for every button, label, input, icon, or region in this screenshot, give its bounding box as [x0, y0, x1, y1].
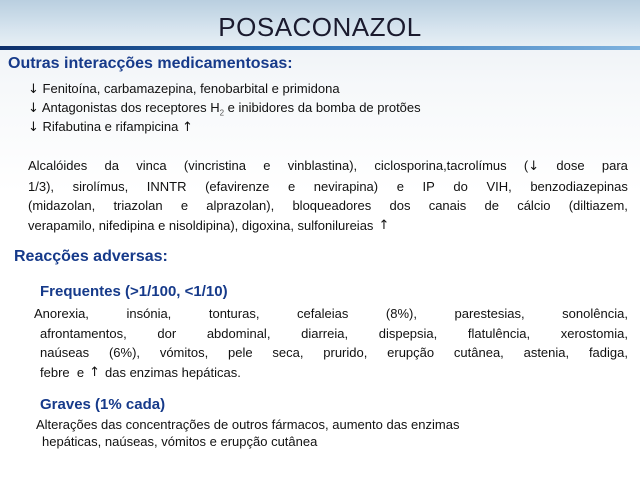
arrow-down-icon: ↓ — [28, 120, 39, 135]
frequent-line-2: afrontamentos, dor abdominal, diarreia, dispepsia, flatulência, xerostomia, — [40, 325, 628, 341]
section-interactions-heading: Outras interacções medicamentosas: — [8, 55, 293, 72]
frequent-line-4: febre e ↑ das enzimas hepáticas. — [34, 363, 628, 383]
serious-line-1: Alterações das concentrações de outros fármacos, aumento das enzimas — [36, 417, 460, 432]
increase-line-2: 1/3), sirolímus, INNTR (efavirenze e nevirapina) e IP do VIH, benzodiazepinas — [28, 178, 628, 194]
interaction-item-3: ↓ Rifabutina e rifampicina ↑ — [28, 119, 193, 135]
serious-heading: Graves (1% cada) — [40, 396, 166, 413]
title-underline — [0, 46, 640, 50]
arrow-up-icon: ↑ — [378, 217, 390, 233]
arrow-down-icon: ↓ — [528, 159, 540, 174]
arrow-up-icon: ↑ — [89, 364, 100, 380]
frequent-heading: Frequentes (>1/100, <1/10) — [40, 283, 228, 300]
increase-line-3: (midazolan, triazolan e alprazolan), bloqueadores dos canais de cálcio (diltiazem, — [28, 198, 628, 213]
interaction-item-2: ↓ Antagonistas dos receptores $H_2$ e inibidores da bomba de protões — [28, 100, 421, 118]
arrow-up-icon: ↑ — [182, 120, 193, 135]
arrow-down-icon: ↓ — [28, 101, 39, 116]
increase-line-1: Alcalóides da vinca (vincristina e vinblastina), ciclosporina,tacrolímus (↓ dose para — [28, 158, 628, 174]
slide-title: POSACONAZOL — [218, 12, 422, 42]
increase-line-4: verapamilo, nifedipina e nisoldipina), digoxina, sulfonilureias ↑ — [28, 216, 628, 236]
serious-line-2: hepáticas, naúseas, vómitos e erupção cutânea — [42, 434, 318, 449]
frequent-line-3: naúseas (6%), vómitos, pele seca, prurido, erupção cutânea, astenia, fadiga, — [40, 345, 628, 360]
frequent-line-1: Anorexia, insónia, tonturas, cefaleias (8%), parestesias, sonolência, — [34, 306, 628, 321]
serious-paragraph — [36, 416, 630, 450]
subscript-2: 2 — [219, 108, 225, 118]
section-adverse-heading: Reacções adversas: — [14, 248, 168, 265]
arrow-down-icon: ↓ — [28, 82, 39, 97]
increase-paragraph — [28, 156, 628, 235]
frequent-paragraph — [34, 304, 628, 382]
interaction-item-1: ↓ Fenitoína, carbamazepina, fenobarbital e primidona — [28, 81, 340, 97]
